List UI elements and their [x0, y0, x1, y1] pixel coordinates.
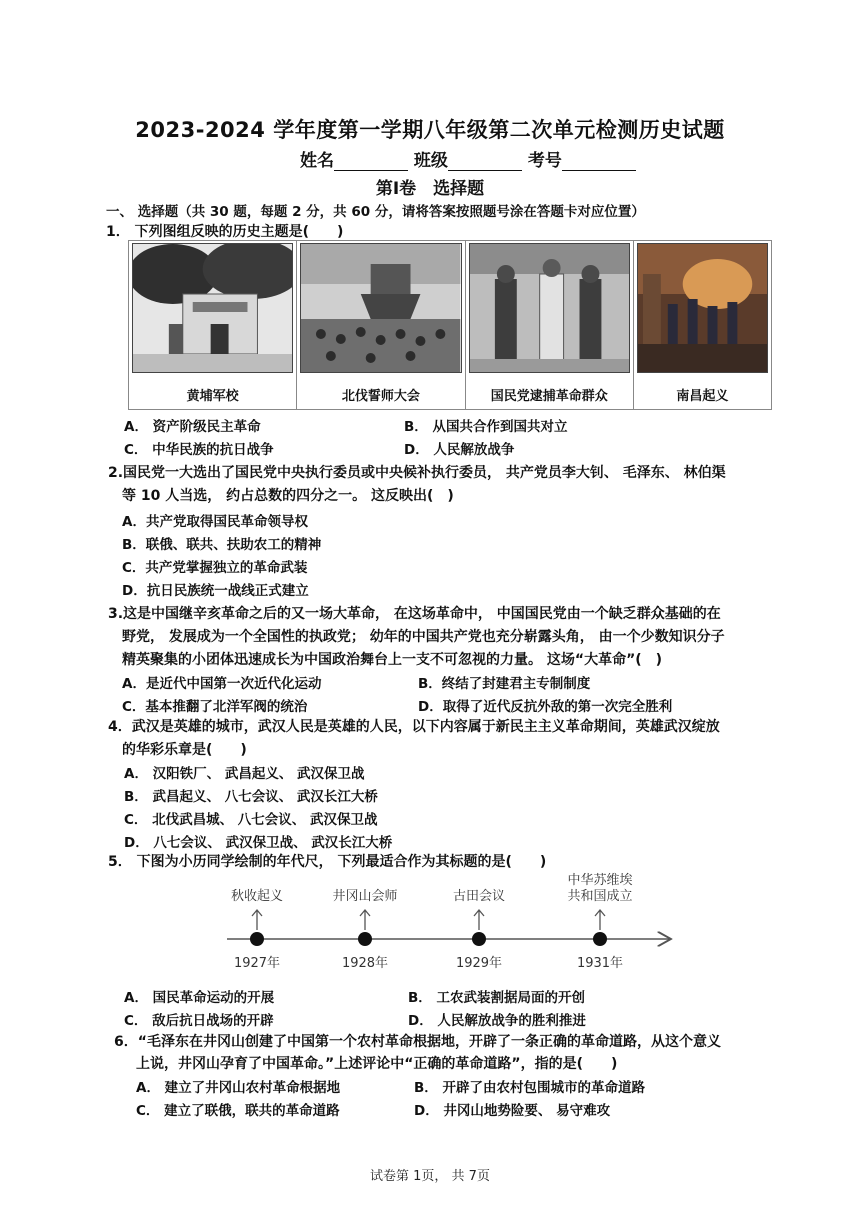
timeline-up-arrow-icon [595, 910, 605, 930]
timeline-point [472, 932, 486, 946]
timeline-point [358, 932, 372, 946]
page-footer: 试卷第 1页， 共 7页 [370, 1169, 490, 1184]
class-label: 班级 [413, 151, 448, 171]
q6-stem-line2: 上说，井冈山孕育了中国革命。”上述评论中“正确的革命道路”，指的是( ) [136, 1056, 618, 1072]
q2-stem-line1: 2.国民党一大选出了国民党中央执行委员或中央候补执行委员， 共产党员李大钊、 毛泽东、 林伯渠 [108, 465, 726, 481]
q3-option-d[interactable]: D．取得了近代反抗外敌的第一次完全胜利 [418, 699, 673, 715]
timeline-up-arrow-icon [360, 910, 370, 930]
section-instructions: 一、 选择题（共 30 题，每题 2 分，共 60 分，请将答案按照题号涂在答题卡对应位置） [106, 204, 645, 220]
q4-stem-line1: 4．武汉是英雄的城市，武汉人民是英雄的人民，以下内容属于新民主主义革命期间，英雄武汉绽放 [108, 719, 720, 735]
q3-option-c[interactable]: C．基本推翻了北洋军阀的统治 [122, 699, 308, 715]
q1-caption: 北伐誓师大会 [341, 389, 420, 404]
q2-option-a[interactable]: A．共产党取得国民革命领导权 [122, 514, 308, 530]
number-blank[interactable] [562, 152, 636, 171]
nanchang-uprising-painting [637, 243, 768, 373]
q1-caption: 国民党逮捕革命群众 [490, 389, 608, 404]
q1-image-cell [634, 241, 771, 409]
q3-option-b[interactable]: B．终结了封建君主专制制度 [418, 676, 591, 692]
q4-option-b[interactable]: B． 武昌起义、 八七会议、 武汉长江大桥 [124, 789, 378, 805]
timeline-year-label: 1927年 [233, 956, 281, 971]
northern-expedition-rally-photo [300, 243, 461, 373]
timeline-event-label: 井冈山会师 [332, 889, 398, 904]
q4-stem-line2: 的华彩乐章是( ) [122, 742, 247, 758]
student-info-line [300, 146, 636, 171]
q6-option-a[interactable]: A． 建立了井冈山农村革命根据地 [136, 1080, 341, 1096]
q2-option-c[interactable]: C．共产党掌握独立的革命武装 [122, 560, 308, 576]
timeline-up-arrow-icon [474, 910, 484, 930]
q6-option-b[interactable]: B． 开辟了由农村包围城市的革命道路 [414, 1080, 645, 1096]
timeline-year-label: 1931年 [576, 956, 624, 971]
q4-option-a[interactable]: A． 汉阳铁厂、 武昌起义、 武汉保卫战 [124, 766, 365, 782]
q6-option-d[interactable]: D． 井冈山地势险要、 易守难攻 [414, 1103, 611, 1119]
class-blank[interactable] [448, 152, 522, 171]
q1-option-a[interactable]: A． 资产阶级民主革命 [124, 419, 261, 435]
q2-option-b[interactable]: B．联俄、联共、扶助农工的精神 [122, 537, 322, 553]
name-label: 姓名 [300, 151, 334, 171]
name-blank[interactable] [334, 152, 408, 171]
q1-caption: 南昌起义 [676, 389, 729, 404]
volume-heading: 第Ⅰ卷 选择题 [375, 179, 485, 199]
timeline-event-label: 古田会议 [452, 889, 506, 904]
q2-stem-line2: 等 10 人当选， 约占总数的四分之一。 这反映出( ) [122, 488, 454, 504]
q2-option-d[interactable]: D．抗日民族统一战线正式建立 [122, 583, 309, 599]
timeline-point [250, 932, 264, 946]
q5-option-a[interactable]: A． 国民革命运动的开展 [124, 990, 275, 1006]
timeline-year-label: 1929年 [455, 956, 503, 971]
q5-stem: 5． 下图为小历同学绘制的年代尺， 下列最适合作为其标题的是( ) [108, 854, 547, 870]
exam-title: 2023-2024 学年度第一学期八年级第二次单元检测历史试题 [135, 118, 725, 142]
q1-option-c[interactable]: C． 中华民族的抗日战争 [124, 442, 274, 458]
huangpu-school-photo [132, 243, 293, 373]
number-label: 考号 [527, 151, 562, 171]
q1-caption: 黄埔军校 [186, 389, 239, 404]
q1-image-cell [129, 241, 297, 409]
q1-image-cell [297, 241, 465, 409]
timeline-event-label: 秋收起义 [230, 889, 284, 904]
q5-option-d[interactable]: D． 人民解放战争的胜利推进 [408, 1013, 586, 1029]
q3-stem-line1: 3.这是中国继辛亥革命之后的又一场大革命， 在这场革命中， 中国国民党由一个缺乏群众基础的在 [108, 606, 721, 622]
timeline-point [593, 932, 607, 946]
q1-stem: 1． 下列图组反映的历史主题是( ) [106, 224, 344, 240]
q1-image-cell [466, 241, 634, 409]
q3-stem-line3: 精英聚集的小团体迅速成长为中国政治舞台上一支不可忽视的力量。 这场“大革命”( ) [122, 652, 663, 668]
timeline-year-label: 1928年 [341, 956, 389, 971]
q5-timeline [225, 872, 675, 972]
q3-stem-line2: 野党， 发展成为一个全国性的执政党； 幼年的中国共产党也充分崭露头角， 由一个少数知识分子 [122, 629, 725, 645]
q4-option-c[interactable]: C． 北伐武昌城、 八七会议、 武汉保卫战 [124, 812, 378, 828]
q1-option-d[interactable]: D． 人民解放战争 [404, 442, 515, 458]
q5-option-b[interactable]: B． 工农武装割据局面的开创 [408, 990, 585, 1006]
q3-option-a[interactable]: A．是近代中国第一次近代化运动 [122, 676, 322, 692]
timeline-event-label: 中华苏维埃 [567, 873, 633, 888]
q6-option-c[interactable]: C． 建立了联俄，联共的革命道路 [136, 1103, 340, 1119]
timeline-event-label: 共和国成立 [567, 889, 633, 904]
q1-option-b[interactable]: B． 从国共合作到国共对立 [404, 419, 568, 435]
q6-stem-line1: 6．“毛泽东在井冈山创建了中国第一个农村革命根据地，开辟了一条正确的革命道路，从这个意义 [114, 1034, 721, 1050]
arrest-photo [469, 243, 630, 373]
q4-option-d[interactable]: D． 八七会议、 武汉保卫战、 武汉长江大桥 [124, 835, 393, 851]
q1-image-table [128, 240, 772, 410]
timeline-up-arrow-icon [252, 910, 262, 930]
q5-option-c[interactable]: C． 敌后抗日战场的开辟 [124, 1013, 274, 1029]
